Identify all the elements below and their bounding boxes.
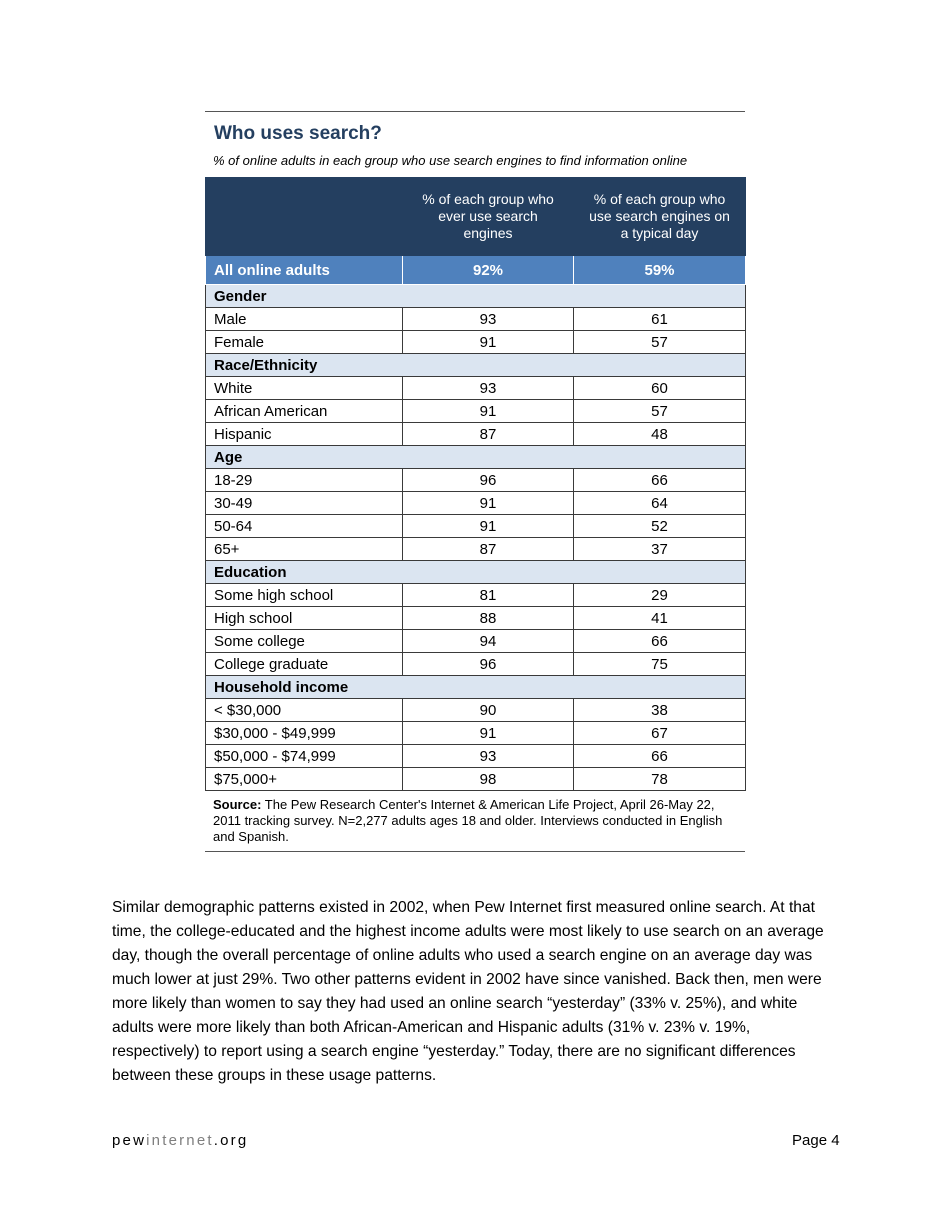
row-label: Hispanic: [206, 423, 403, 446]
ever-value: 91: [403, 492, 574, 515]
table-row: [206, 699, 746, 722]
search-usage-table: [205, 177, 746, 791]
row-label: African American: [206, 400, 403, 423]
source-text: The Pew Research Center's Internet & American Life Project, April 26-May 22, 2011 tracking survey. N=2,277 adults ages 18 and older. Interviews conducted in English and Spanish.: [213, 797, 723, 844]
table-row: [206, 469, 746, 492]
section-header-row: [206, 354, 746, 377]
table-row: [206, 377, 746, 400]
typical-value: 66: [574, 745, 746, 768]
source-label: Source:: [213, 797, 262, 812]
row-label: Female: [206, 331, 403, 354]
section-header-row: [206, 561, 746, 584]
table-row: [206, 607, 746, 630]
ever-value: 92%: [403, 256, 574, 285]
section-label: Race/Ethnicity: [206, 354, 746, 377]
ever-value: 96: [403, 653, 574, 676]
section-label: Education: [206, 561, 746, 584]
typical-value: 66: [574, 630, 746, 653]
typical-value: 38: [574, 699, 746, 722]
row-label: 50-64: [206, 515, 403, 538]
row-label: Some college: [206, 630, 403, 653]
typical-value: 57: [574, 400, 746, 423]
page-number: Page 4: [792, 1132, 840, 1149]
ever-value: 91: [403, 722, 574, 745]
footer-site-a: pew: [112, 1132, 147, 1149]
table-row: [206, 745, 746, 768]
table-row: [206, 492, 746, 515]
typical-value: 29: [574, 584, 746, 607]
footer-site-c: .org: [213, 1132, 249, 1149]
typical-value: 57: [574, 331, 746, 354]
typical-value: 48: [574, 423, 746, 446]
section-label: Gender: [206, 285, 746, 308]
ever-value: 87: [403, 538, 574, 561]
footer-site: [112, 1132, 248, 1149]
row-label: High school: [206, 607, 403, 630]
ever-value: 91: [403, 515, 574, 538]
ever-value: 87: [403, 423, 574, 446]
table-row: [206, 630, 746, 653]
table-row: [206, 400, 746, 423]
row-label: $30,000 - $49,999: [206, 722, 403, 745]
table-row: [206, 653, 746, 676]
typical-value: 75: [574, 653, 746, 676]
row-label: 18-29: [206, 469, 403, 492]
ever-value: 96: [403, 469, 574, 492]
section-header-row: [206, 285, 746, 308]
figure-title: Who uses search?: [214, 123, 382, 144]
ever-value: 91: [403, 400, 574, 423]
figure-who-uses-search: [205, 111, 745, 852]
typical-value: 52: [574, 515, 746, 538]
row-label: 65+: [206, 538, 403, 561]
row-label: All online adults: [206, 256, 403, 285]
table-row: [206, 515, 746, 538]
ever-value: 93: [403, 745, 574, 768]
source-note: [205, 791, 745, 852]
typical-value: 67: [574, 722, 746, 745]
ever-value: 93: [403, 308, 574, 331]
row-label: Male: [206, 308, 403, 331]
figure-subtitle: % of online adults in each group who use search engines to find information online: [213, 153, 688, 168]
section-label: Age: [206, 446, 746, 469]
row-label: 30-49: [206, 492, 403, 515]
typical-value: 41: [574, 607, 746, 630]
ever-value: 91: [403, 331, 574, 354]
table-row: [206, 722, 746, 745]
typical-value: 66: [574, 469, 746, 492]
header-cell-group: [206, 178, 403, 256]
typical-value: 60: [574, 377, 746, 400]
typical-value: 37: [574, 538, 746, 561]
row-label: Some high school: [206, 584, 403, 607]
ever-value: 81: [403, 584, 574, 607]
typical-value: 61: [574, 308, 746, 331]
table-row: [206, 538, 746, 561]
ever-value: 88: [403, 607, 574, 630]
table-row: [206, 331, 746, 354]
typical-value: 64: [574, 492, 746, 515]
row-label: College graduate: [206, 653, 403, 676]
body-paragraph: Similar demographic patterns existed in 2002, when Pew Internet first measured online search. At that time, the college-educated and the highest income adults were most likely to use search on an average day, though the overall percentage of online adults who used a search engine on an average day was much lower at just 29%. Two other patterns evident in 2002 have since vanished. Back then, men were more likely than women to say they had used an online search “yesterday” (33% v. 25%), and white adults were more likely than both African-American and Hispanic adults (31% v. 23% v. 19%, respectively) to report using a search engine “yesterday.” Today, there are no significant differences between these groups in these usage patterns.: [112, 899, 824, 1084]
ever-value: 98: [403, 768, 574, 791]
typical-value: 59%: [574, 256, 746, 285]
ever-value: 93: [403, 377, 574, 400]
table-row: [206, 423, 746, 446]
section-header-row: [206, 446, 746, 469]
row-label: White: [206, 377, 403, 400]
row-label: $50,000 - $74,999: [206, 745, 403, 768]
table-row: [206, 584, 746, 607]
table-row: [206, 308, 746, 331]
header-cell-typical: % of each group who use search engines on a typical day: [574, 178, 746, 256]
all-online-adults-row: [206, 256, 746, 285]
row-label: $75,000+: [206, 768, 403, 791]
table-header-row: [206, 178, 746, 256]
section-header-row: [206, 676, 746, 699]
ever-value: 94: [403, 630, 574, 653]
typical-value: 78: [574, 768, 746, 791]
table-row: [206, 768, 746, 791]
row-label: < $30,000: [206, 699, 403, 722]
section-label: Household income: [206, 676, 746, 699]
footer-site-b: internet: [146, 1132, 214, 1149]
ever-value: 90: [403, 699, 574, 722]
header-cell-ever: % of each group who ever use search engines: [403, 178, 574, 256]
